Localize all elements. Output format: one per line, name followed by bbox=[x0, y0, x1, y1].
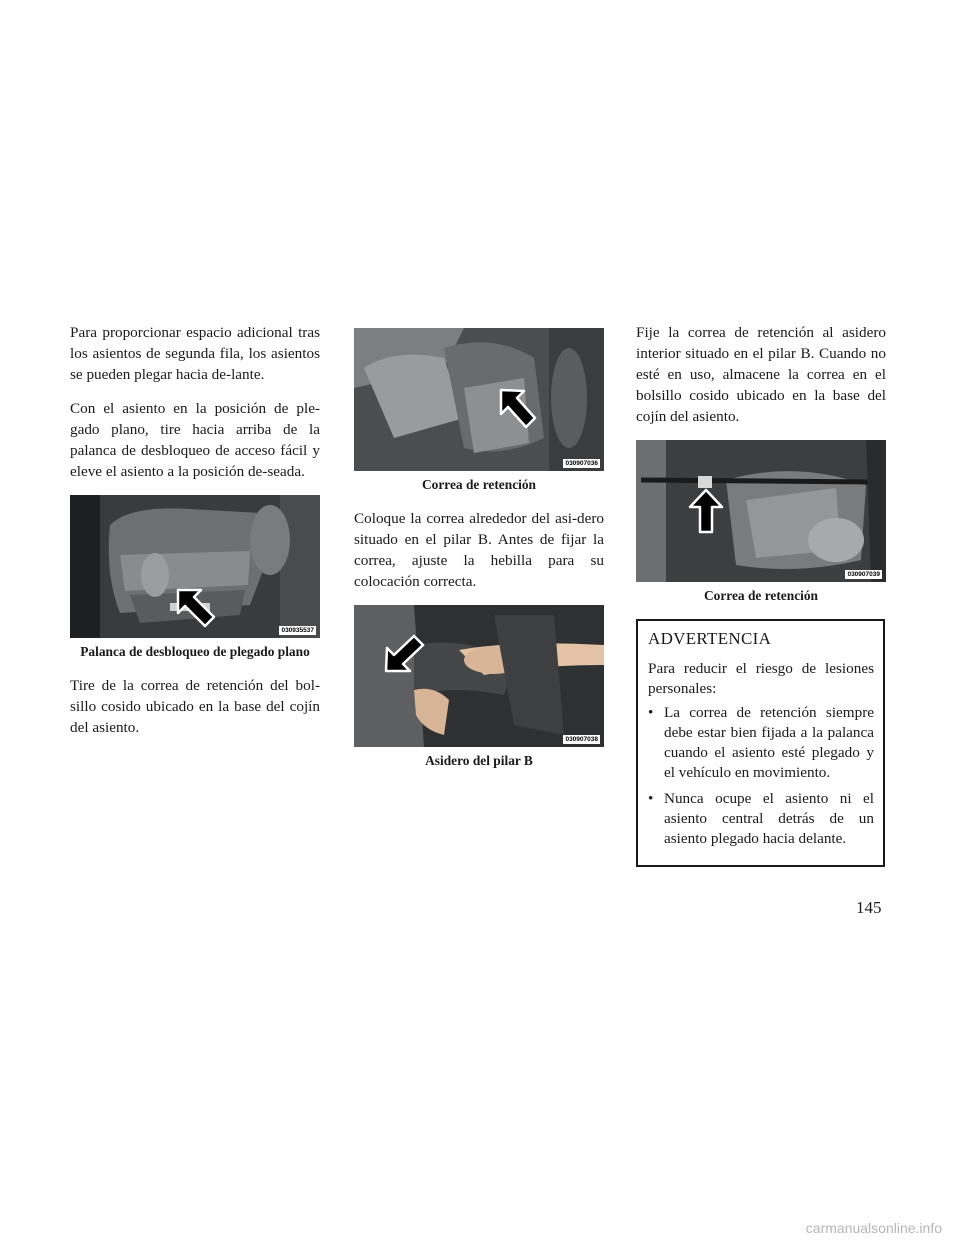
warning-intro: Para reducir el riesgo de lesiones personales: bbox=[648, 660, 874, 697]
warning-item bbox=[648, 789, 874, 849]
figure-release-lever bbox=[70, 495, 320, 638]
column-left bbox=[70, 322, 320, 751]
column-middle bbox=[354, 322, 604, 784]
figure-code: 030907039 bbox=[847, 571, 880, 578]
warning-item-text: La correa de retención siempre debe estar bien fijada a la palanca cuando el asiento esté plegado y el vehículo en movimiento. bbox=[664, 704, 874, 781]
retention-strap-photo bbox=[354, 328, 604, 471]
paragraph-extra-space: Para proporcionar espacio adicional tras los asientos de segunda fila, los asientos se pueden plegar hacia de-lante. bbox=[70, 324, 320, 383]
figure-caption: Correa de retención bbox=[703, 588, 819, 603]
warning-item bbox=[648, 703, 874, 783]
figure-retention-strap bbox=[354, 328, 604, 471]
figure-code: 030907038 bbox=[565, 736, 598, 743]
paragraph-place-strap: Coloque la correa alrededor del asi-dero situado en el pilar B. Antes de fijar la correa, ajuste la hebilla para su colocación correcta. bbox=[354, 510, 604, 590]
column-right bbox=[636, 322, 886, 867]
figure-strap-attached bbox=[636, 440, 886, 582]
warning-list bbox=[648, 703, 874, 849]
figure-code: 030935537 bbox=[281, 627, 314, 634]
warning-title: ADVERTENCIA bbox=[648, 629, 772, 648]
page-number: 145 bbox=[856, 898, 882, 917]
seat-lever-photo bbox=[70, 495, 320, 638]
paragraph-fold-flat: Con el asiento en la posición de ple-gado plano, tire hacia arriba de la palanca de desbloqueo de acceso fácil y eleve el asiento a la posición de-seada. bbox=[70, 400, 320, 480]
bullet-icon: • bbox=[648, 704, 654, 721]
figure-caption: Asidero del pilar B bbox=[425, 753, 533, 768]
strap-attached-photo bbox=[636, 440, 886, 582]
bullet-icon: • bbox=[648, 790, 654, 807]
paragraph-pull-strap: Tire de la correa de retención del bol-sillo cosido ubicado en la base del cojín del asiento. bbox=[70, 677, 320, 736]
figure-code: 030907036 bbox=[565, 460, 598, 467]
watermark: carmanualsonline.info bbox=[805, 1220, 942, 1236]
warning-box bbox=[636, 619, 885, 867]
figure-caption: Correa de retención bbox=[421, 477, 537, 492]
paragraph-attach-strap: Fije la correa de retención al asidero interior situado en el pilar B. Cuando no esté en uso, almacene la correa en el bolsillo cosido ubicado en la base del cojín del asiento. bbox=[636, 324, 886, 425]
warning-item-text: Nunca ocupe el asiento ni el asiento central detrás de un asiento plegado hacia delante. bbox=[664, 790, 874, 847]
figure-caption: Palanca de desbloqueo de plegado plano bbox=[80, 644, 310, 659]
figure-b-pillar-handle bbox=[354, 605, 604, 747]
b-pillar-handle-photo bbox=[354, 605, 604, 747]
